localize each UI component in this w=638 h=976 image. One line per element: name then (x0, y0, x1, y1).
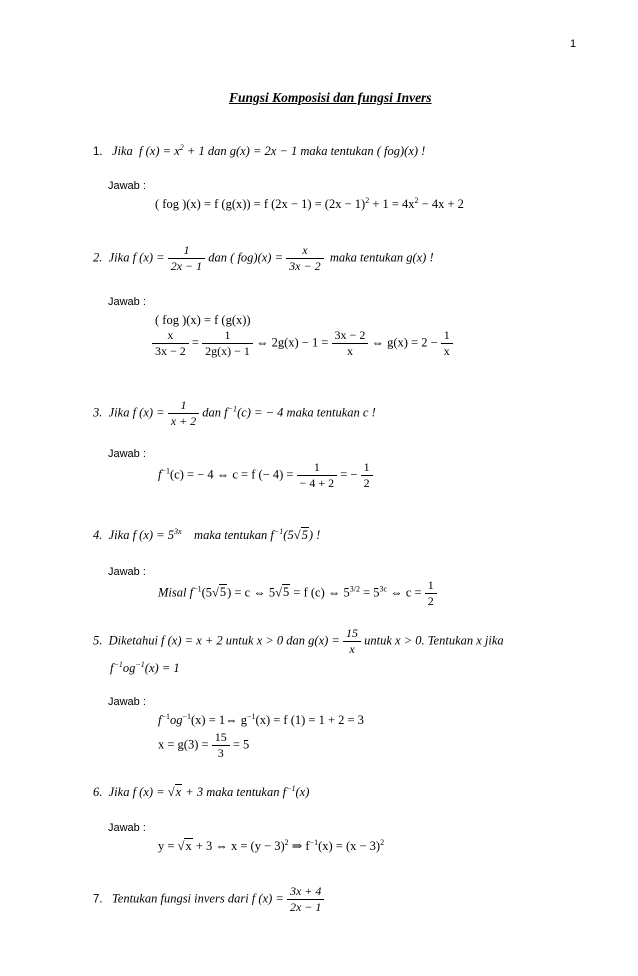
fraction (286, 243, 323, 274)
fraction (425, 578, 437, 609)
exponent: −1 (227, 404, 238, 414)
answer-text: y = (158, 839, 175, 853)
question-text: Jika f (x) = (108, 785, 165, 799)
numerator: x (302, 243, 308, 257)
answer-text: og (170, 713, 183, 727)
question-text: Tentukan fungsi invers dari f (x) = (111, 891, 284, 906)
fraction (202, 328, 253, 359)
question-number: 4. (93, 528, 103, 542)
exponent: 2 (179, 143, 184, 152)
exponent: 2 (365, 196, 370, 205)
numerator: 1 (313, 460, 320, 474)
answer-2-line-1: ( fog )(x) = f (g(x)) (155, 313, 251, 327)
sqrt-radicand: 5 (301, 528, 308, 542)
jawab-label: Jawab : (108, 566, 146, 578)
answer-text: f (158, 467, 162, 482)
question-6: 6. Jika f (x) = √x + 3 maka tentukan $f^{-1}(x)$ (93, 784, 310, 799)
answer-text: = f (c) ⇔ 5 (290, 585, 350, 600)
numerator: 3x − 2 (334, 328, 366, 342)
question-text: (5 (283, 528, 294, 542)
answer-text: = − (340, 467, 358, 482)
answer-text: ⇔ g(x) = 2 − (371, 335, 438, 350)
sqrt-radicand: x (185, 839, 192, 853)
question-text: maka tentukan f (194, 528, 274, 542)
page-title: Fungsi Komposisi dan fungsi Invers (229, 90, 432, 105)
fraction (297, 460, 338, 491)
answer-text: ⇔ c = (387, 585, 422, 600)
answer-text: (5 (201, 585, 213, 600)
question-text: dan ( fog)(x) = (208, 250, 284, 265)
answer-text: Misal f (158, 585, 194, 600)
question-text: Jika f (x) = (108, 405, 165, 420)
jawab-label: Jawab : (108, 448, 146, 460)
question-text: (x) = 1 (144, 661, 180, 675)
question-number: 6. (93, 785, 103, 799)
question-number: 3. (93, 405, 103, 420)
question-text: + 1 dan g(x) = 2x − 1 maka tentukan ( fog)(x) ! (183, 144, 426, 158)
exponent: −1 (309, 838, 319, 847)
answer-text: = 5 (232, 737, 250, 752)
question-text: maka tentukan g(x) ! (329, 250, 434, 265)
answer-text: + 1 = 4x (369, 197, 415, 211)
exponent: −1 (247, 712, 256, 721)
fraction (343, 626, 361, 657)
exponent: −1 (273, 527, 284, 536)
answer-6: y = √x + 3 ⇔ $x = (y - 3)^2$ ⇒ $f^{-1}(x) = (x - 3)^2$ (158, 838, 385, 853)
question-number: 1. (93, 146, 103, 158)
question-1 (93, 144, 425, 159)
question-5 (93, 626, 504, 657)
question-2 (93, 243, 434, 274)
denominator: 2g(x) − 1 (202, 343, 253, 359)
answer-text: ( fog )(x) = f (g(x)) = f (2x − 1) = (2x − 1) (155, 197, 366, 211)
exponent: −1 (193, 584, 202, 594)
question-number: 2. (93, 250, 103, 265)
question-text: Diketahui f (x) = x + 2 untuk x > 0 dan g(x) = (108, 633, 340, 648)
answer-text: ⇔ 2g(x) − 1 = (255, 335, 329, 350)
denominator: 3x − 2 (286, 258, 323, 274)
jawab-label: Jawab : (108, 696, 146, 708)
answer-text: f (158, 713, 162, 727)
denominator: 2 (361, 475, 373, 491)
question-text: f (x) = x (139, 144, 180, 158)
answer-text: (c) = − 4 ⇔ c = f (− 4) = (170, 467, 294, 482)
exponent: 2 (284, 838, 289, 847)
question-7 (93, 884, 324, 915)
answer-3 (158, 460, 373, 491)
question-text: Jika f (x) = 5 (108, 528, 174, 542)
exponent: 3/2 (349, 584, 360, 594)
denominator: x (332, 343, 369, 359)
question-4: 4. Jika f $(x) = 5^{3x}$ maka tentukan $f^{-1}(5√5)$ ! (93, 527, 321, 542)
answer-text: ⇒ f (288, 839, 310, 853)
denominator: 3 (212, 745, 230, 761)
question-number: 7. (93, 893, 103, 906)
answer-text: − 4x + 2 (418, 197, 464, 211)
denominator: x + 2 (168, 413, 199, 429)
answer-4: Misal $f^{-1}(5√5) = c$ ⇔ 5√5 = f (c) ⇔ $5^{3/2} = 5^{3c}$ ⇔ c = $\frac{1}{2}$ (158, 578, 437, 609)
question-5-line-2 (110, 661, 180, 676)
answer-text: ) = c ⇔ 5 (227, 585, 276, 600)
exponent: −1 (161, 466, 170, 476)
exponent: −1 (286, 784, 296, 793)
exponent: −1 (135, 660, 145, 669)
fraction (287, 884, 324, 915)
sqrt-radicand: x (175, 785, 182, 799)
answer-1 (155, 197, 464, 212)
answer-text: = (191, 335, 199, 350)
jawab-label: Jawab : (108, 822, 146, 834)
denominator: 2x − 1 (168, 258, 205, 274)
question-text: Jika (111, 144, 133, 158)
question-text: Jika f (x) = (108, 250, 165, 265)
denominator: 2 (425, 593, 437, 609)
exponent: −1 (113, 660, 123, 669)
question-number: 5. (93, 633, 103, 648)
denominator: − 4 + 2 (297, 475, 338, 491)
numerator: 1 (443, 328, 450, 342)
jawab-label: Jawab : (108, 296, 146, 308)
sqrt-radicand: 5 (283, 585, 290, 600)
question-text: dan f (202, 405, 228, 420)
exponent: 3x (173, 527, 182, 536)
fraction (168, 398, 199, 429)
answer-text: + 3 ⇔ x = (y − 3) (192, 839, 285, 853)
answer-text: (x) = f (1) = 1 + 2 = 3 (255, 713, 364, 727)
question-text: (x) (295, 785, 310, 799)
answer-text: (x) = 1⇔ g (191, 713, 248, 727)
answer-2-line-2 (152, 328, 453, 359)
fraction (152, 328, 189, 359)
question-text: (c) = − 4 maka tentukan c ! (237, 405, 376, 420)
numerator: 15 (346, 626, 358, 640)
question-text: untuk x > 0. Tentukan x jika (364, 633, 504, 648)
answer-text: x = g(3) = (158, 737, 209, 752)
question-text: og (122, 661, 136, 675)
numerator: 3x + 4 (289, 884, 322, 898)
numerator: 1 (427, 578, 434, 592)
numerator: 1 (363, 460, 370, 474)
denominator: 3x − 2 (152, 343, 189, 359)
answer-text: = 5 (359, 585, 380, 600)
question-3 (93, 398, 376, 429)
numerator: 1 (183, 243, 190, 257)
denominator: 2x − 1 (287, 899, 324, 915)
exponent: −1 (182, 712, 192, 721)
numerator: 1 (180, 398, 187, 412)
denominator: x (343, 641, 361, 657)
numerator: 1 (224, 328, 231, 342)
question-text: ) ! (308, 528, 321, 542)
exponent: 3c (379, 584, 388, 594)
exponent: −1 (161, 712, 170, 721)
fraction (168, 243, 205, 274)
question-text: + 3 maka tentukan f (182, 785, 287, 799)
fraction (332, 328, 369, 359)
page-number: 1 (570, 38, 577, 50)
exponent: 2 (414, 196, 419, 205)
question-text: f (110, 661, 114, 675)
sqrt-radicand: 5 (219, 585, 227, 600)
jawab-label: Jawab : (108, 180, 146, 192)
answer-text: (x) = (x − 3) (318, 839, 381, 853)
fraction (441, 328, 453, 359)
exponent: 2 (380, 838, 385, 847)
answer-5-line-1 (158, 713, 364, 728)
fraction (361, 460, 373, 491)
fraction (212, 730, 230, 761)
denominator: x (441, 343, 453, 359)
numerator: x (167, 328, 174, 342)
answer-5-line-2 (158, 730, 249, 761)
numerator: 15 (214, 730, 227, 744)
